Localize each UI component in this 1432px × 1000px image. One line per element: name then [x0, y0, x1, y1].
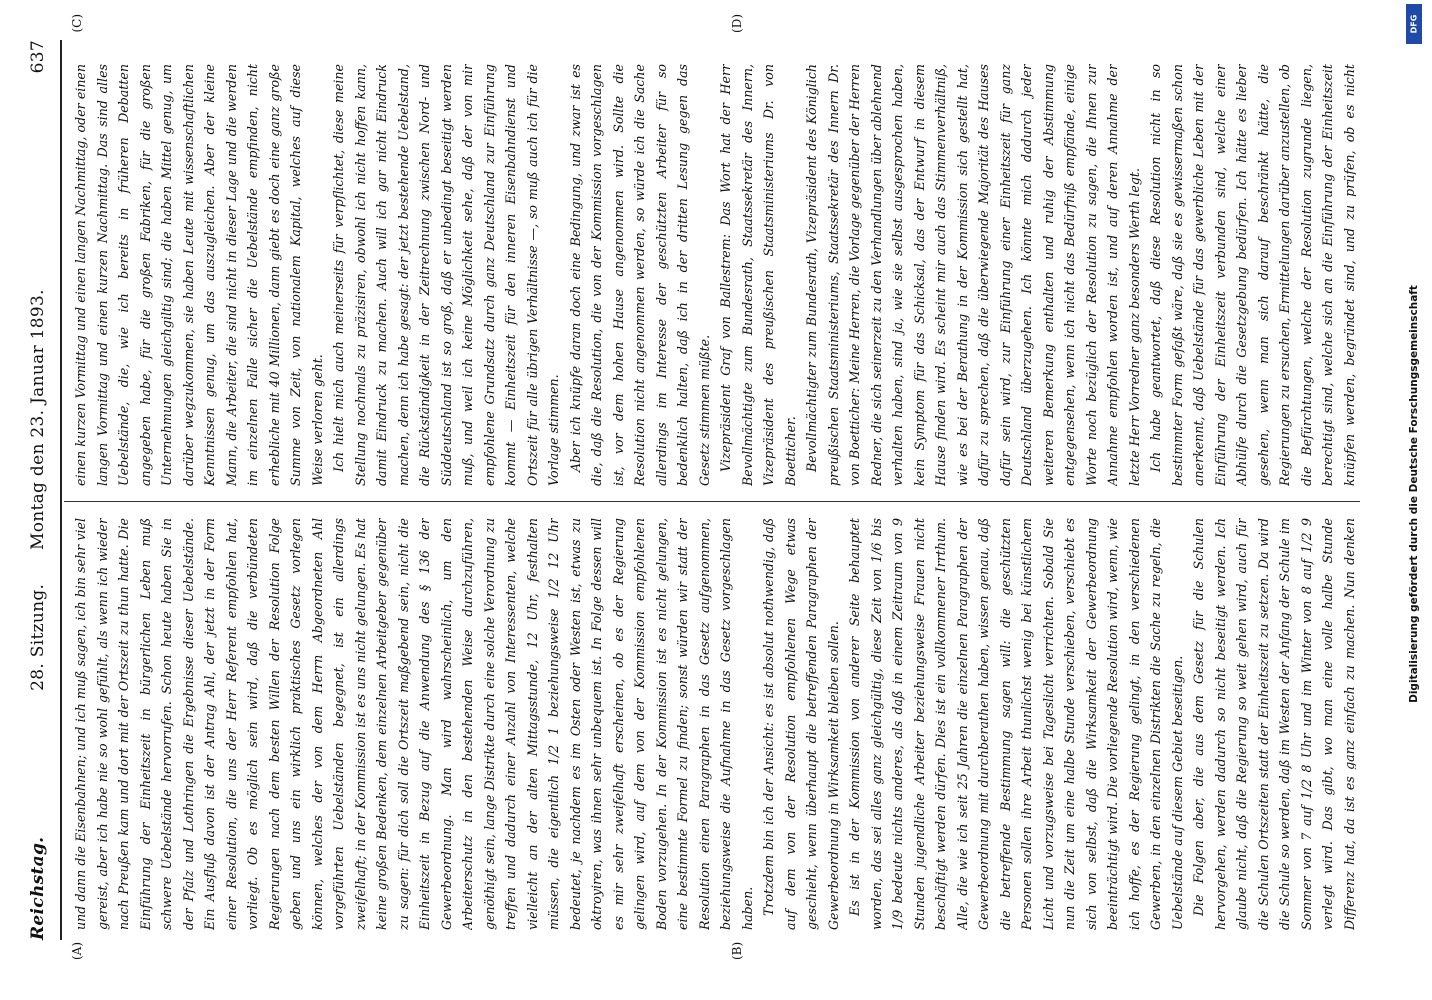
- margin-marker-b: (B): [730, 941, 744, 960]
- header-session: 28. Sitzung.: [28, 583, 48, 691]
- header-rule: [60, 40, 62, 940]
- right-paragraph-2: Ich hielt mich auch meinerseits für verpflichtet, diese meine Stellung nochmals zu präzisiren, obwohl ich nicht hoffen kann, damit Eindruck zu machen. Auch will ich gar nicht Eindruck machen, denn ich habe gesagt: der jetzt bestehende Uebelstand, die Rückständigkeit in der Zeitrechnung zwischen Nord- und Süddeutschland ist so groß, daß er unbedingt beseitigt werden muß, und weil ich keine Möglichkeit sehe, daß der von mir empfohlene Grundsatz durch ganz Deutschland zur Einführung kommt — Einheitszeit für den inneren Eisenbahndienst und Ortszeit für alle übrigen Verhältnisse —, so muß auch ich für die Vorlage stimmen.: [331, 64, 561, 486]
- left-paragraph-2: Trotzdem bin ich der Ansicht: es ist absolut nothwendig, daß auf dem von der Resolution empfohlenen Wege etwas geschieht, wenn überhaupt die betreffenden Paragraphen der Gewerbeordnung in Wirksamkeit bleiben sollen.: [761, 518, 841, 930]
- dfg-credit-text: Digitalisierung gefördert durch die Deutsche Forschungsgemeinschaft: [1408, 285, 1420, 703]
- margin-marker-c: (C): [70, 14, 84, 33]
- right-paragraph-6: Ich habe geantwortet, daß diese Resolution nicht in so bestimmter Form gefaßt wäre, daß sie es gewissermaßen schon anerkennt, daß Uebelstände für das gewerbliche Leben mit der Einführung der Einheitszeit verbunden sind, welche einer Abhülfe durch die Gesetzgebung bedürfen. Ich hätte es lieber gesehen, wenn man sich darauf beschränkt hätte, die Regierungen zu ersuchen, Ermittelungen darüber anzustellen, ob die Befürchtungen, welche der Resolution zugrunde liegen, berechtigt sind, welche sich an die Einführung der Einheitszeit knüpfen werden, begründet sind, und zu prüfen, ob es nicht: [1148, 64, 1356, 486]
- page-header: [22, 40, 56, 940]
- header-left-title: Reichstag.: [28, 836, 48, 940]
- left-paragraph-3: Es ist in der Kommission von anderer Seite behauptet worden, das sei alles ganz gleichgültig, diese Zeit von 1/6 bis 1/9 bedeute nichts anderes, als daß in einem Zeitraum von 9 Stunden jugendliche Arbeiter beziehungsweise Frauen nicht beschäftigt werden dürfen. Dies ist ein vollkommener Irrthum. Alle, die wie ich seit 25 Jahren die einzelnen Paragraphen der Gewerbeordnung mit durchberathen haben, wissen genau, daß die betreffende Bestimmung sagen will: die geschützten Personen sollen ihre Arbeit thunlichst wenig bei künstlichem Licht und vorzugsweise bei Tageslicht verrichten. Sobald Sie nun die Zeit um eine halbe Stunde verschieben, verschiebt es sich von selbst, daß die Wirksamkeit der Gewerbeordnung beeinträchtigt wird. Die vorliegende Resolution wird, wenn, wie ich hoffe, es der Regierung gelingt, in den verschiedenen Gewerben, in den einzelnen Distrikten die Sache zu regeln, die Uebelstände auf diesem Gebiet beseitigen.: [847, 518, 1185, 930]
- right-paragraph-3: Aber ich knüpfe daran doch eine Bedingung, und zwar ist es die, daß die Resolution, die von der Kommission vorgeschlagen ist, vor dem hohen Hause angenommen wird. Sollte die Resolution nicht angenommen werden, so würde ich die Sache allerdings im Interesse der geschützten Arbeiter für so bedenklich halten, daß ich in der dritten Lesung gegen das Gesetz stimmen müßte.: [567, 64, 712, 486]
- margin-marker-d: (D): [730, 14, 744, 33]
- right-paragraph-4: Vizepräsident Graf von Ballestrem: Das Wort hat der Herr Bevollmächtigte zum Bundesrath, Staatssekretär des Innern, Vizepräsident des preußischen Staatsministeriums Dr. von Boetticher.: [718, 64, 798, 486]
- left-paragraph-4: Die Folgen aber, die aus dem Gesetz für die Schulen hervorgehen, werden dadurch so nicht beseitigt werden. Ich glaube nicht, daß die Regierung so weit gehen wird, auch für die Schulen Ortszeiten statt der Einheitszeit zu setzen. Da wird die Schule so werden, daß im Westen der Anfang der Schule im Sommer von 7 auf 1/2 8 Uhr und im Winter von 8 auf 1/2 9 verlegt wird. Das gibt, wo man eine volle halbe Stunde Differenz hat, da ist es ganz einfach zu machen. Nun denken: [1191, 518, 1356, 930]
- right-paragraph-1: einen kurzen Vormittag und einen langen Nachmittag, oder einen langen Vormittag und einen kurzen Nachmittag. Das sind alles Uebelstände, die, wie ich bereits in früheren Debatten angegeben habe, für die großen Fabriken, für die großen Unternehmungen gleichgiltig sind; die haben Mittel genug, um darüber wegzukommen, sie haben Leute mit wissenschaftlichen Kenntnissen genug, um das auszugleichen. Aber der kleine Mann, die Arbeiter, die sind nicht in dieser Lage und die werden im einzelnen Falle sicher die Uebelstände empfinden, nicht erhebliche mit 40 Millionen, dann giebt es doch eine ganz große Summe von Zeit, von nationalem Kapital, welches auf diese Weise verloren geht.: [73, 64, 325, 486]
- right-column: [70, 64, 1356, 486]
- dfg-credit-line: [1406, 4, 1422, 984]
- header-center: [28, 40, 48, 940]
- left-paragraph-1: und dann die Eisenbahnen; und ich muß sagen, ich bin sehr viel gereist, aber ich habe nie so wohl gefühlt, als wenn ich wieder nach Preußen kam und dort mit der Ortszeit zu thun hatte. Die Einführung der Einheitszeit in bürgerlichen Leben muß schwere Uebelstände hervorrufen. Schon heute haben Sie in der Pfalz und Lothringen die Ergebnisse dieser Uebelstände. Ein Ausfluß davon ist der Antrag Ahl, der jetzt in der Form einer Resolution, die uns der Herr Referent empfohlen hat, vorliegt. Ob es möglich sein wird, daß die verbündeten Regierungen nach dem besten Willen der Resolution Folge geben und uns ein wirklich praktisches Gesetz vorlegen können, welches der von dem Herrn Abgeordneten Ahl vorgeführten Uebelständen begegnet, ist ein allerdings zweifelhaft; in der Kommission ist es uns nicht gelungen. Es hat keine großen Bedenken, dem einzelnen Arbeitgeber gegenüber zu sagen: für dich soll die Ortszeit maßgebend sein, nicht die Einheitszeit in Bezug auf die Anwendung des § 136 der Gewerbeordnung. Man wird wahrscheinlich, um den Arbeiterschutz in den bestehenden Weise durchzuführen, genöthigt sein, lange Distrikte durch eine solche Verordnung zu treffen und dadurch einer Anzahl von Interessenten, welche vielleicht an der alten Mittagsstunde, 12 Uhr, festhalten müssen, die eigentlich 1/2 1 beziehungsweise 1/2 12 Uhr bedeutet, je nachdem es im Osten oder Westen ist, etwas zu oktroyiren, was ihnen sehr unbequem ist. In Folge dessen will es mir sehr zweifelhaft erscheinen, ob es der Regierung gelingen wird, auf dem von der Kommission empfohlenen Boden vorzugehen. In der Kommission ist es nicht gelungen, eine bestimmte Formel zu finden; sonst würden wir statt der Resolution einen Paragraphen in das Gesetz aufgenommen, beziehungsweise die Aufnahme in das Gesetz vorgeschlagen haben.: [73, 518, 755, 930]
- dfg-logo-text: DFG: [1409, 14, 1419, 34]
- column-divider: [64, 501, 1360, 502]
- header-date: Montag den 23. Januar 1893.: [28, 289, 48, 551]
- right-paragraph-5: Bevollmächtigter zum Bundesrath, Vizepräsident des Königlich preußischen Staatsministeriums, Staatssekretär des Innern Dr. von Boetticher: Meine Herren, die Vorlage gegenüber der Herren Redner, die sich seinerzeit zu den Verhandlungen über ablehnend verhalten haben, sind ja, wie sie selbst ausgesprochen haben, kein Symptom für das Schicksal, das der Entwurf in diesem Hause finden wird. Es scheint mir auch das Stimmenverhältniß, wie es bei der Berathung in der Kommission sich gestellt hat, dafür zu sprechen, daß die überwiegende Majorität des Hauses dafür sein wird, zur Einführung einer Einheitszeit für ganz Deutschland überzugehen. Ich könnte mich dadurch jeder weiteren Bemerkung enthalten und ruhig der Abstimmung entgegensehen, wenn ich nicht das Bedürfniß empfände, einige Worte noch bezüglich der Resolution zu sagen, die Ihnen zur Annahme empfohlen worden ist, und auf deren Annahme der letzte Herr Vorredner ganz besonders Werth legt.: [804, 64, 1142, 486]
- header-page-number: 637: [28, 40, 48, 74]
- dfg-logo: [1406, 4, 1422, 44]
- margin-marker-a: (A): [70, 941, 84, 960]
- left-column: [70, 518, 1356, 930]
